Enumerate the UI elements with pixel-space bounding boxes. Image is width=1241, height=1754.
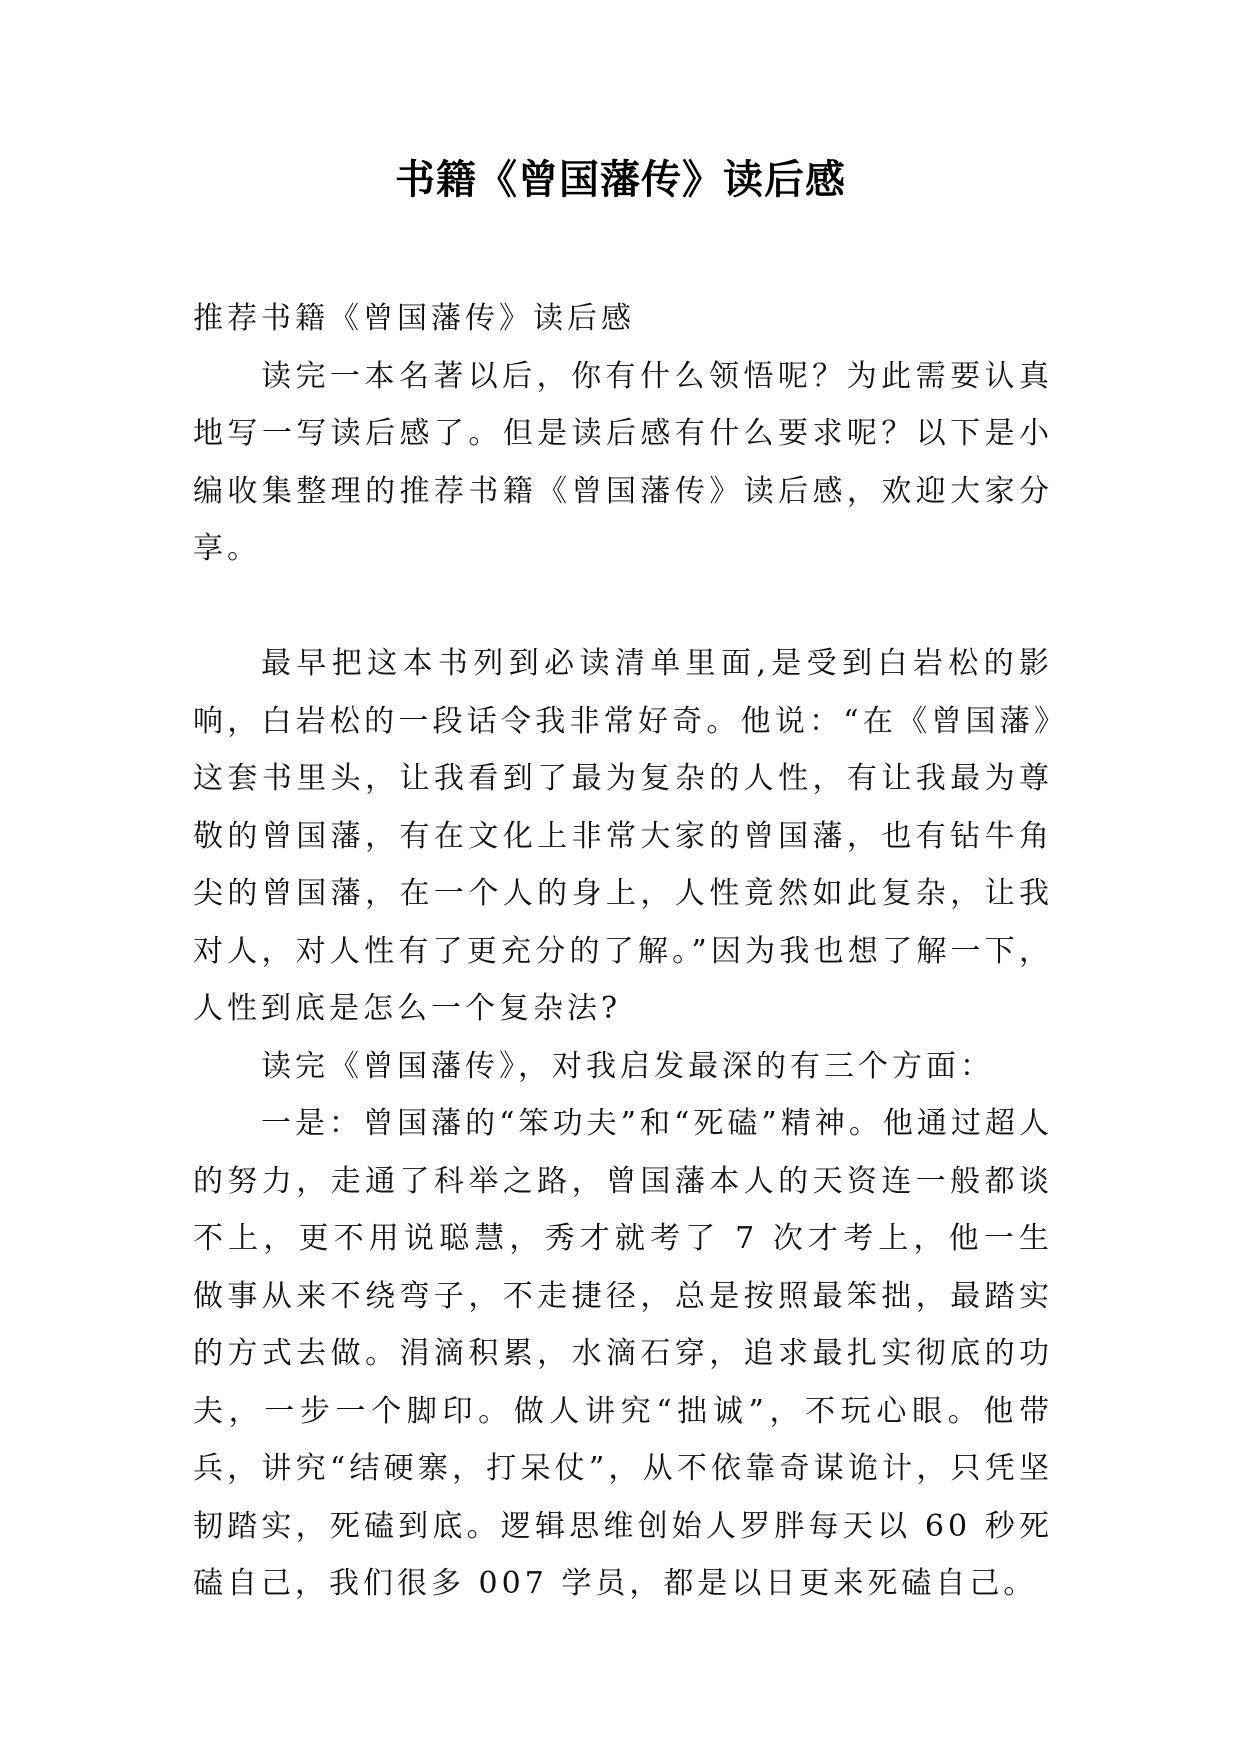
body-paragraph: 一是：曾国藩的“笨功夫”和“死磕”精神。他通过超人的努力，走通了科举之路，曾国藩本人的天资连一般都谈不上，更不用说聪慧，秀才就考了 7 次才考上，他一生做事从来不绕弯子，不走捷径，总是按照最笨拙，最踏实的方式去做。涓滴积累，水滴石穿，追求最扎实彻底的功夫，一步一个脚印。做人讲究“拙诚”，不玩心眼。他带兵，讲究“结硬寨，打呆仗”，从不依靠奇谋诡计，只凭坚韧踏实，死磕到底。逻辑思维创始人罗胖每天以 60 秒死磕自己，我们很多 007 学员，都是以日更来死磕自己。 bbox=[193, 1106, 1053, 1601]
intro-paragraph: 读完一本名著以后，你有什么领悟呢？为此需要认真地写一写读后感了。但是读后感有什么要求呢？以下是小编收集整理的推荐书籍《曾国藩传》读后感，欢迎大家分享。 bbox=[193, 358, 1053, 566]
document-body bbox=[193, 290, 1053, 1613]
body-paragraph: 读完《曾国藩传》，对我启发最深的有三个方面： bbox=[261, 1048, 994, 1084]
paragraph-spacer bbox=[193, 578, 1053, 636]
body-paragraph: 最早把这本书列到必读清单里面,是受到白岩松的影响，白岩松的一段话令我非常好奇。他说：“在《曾国藩》这套书里头，让我看到了最为复杂的人性，有让我最为尊敬的曾国藩，有在文化上非常大家的曾国藩，也有钻牛角尖的曾国藩，在一个人的身上，人性竟然如此复杂，让我对人，对人性有了更充分的了解。”因为我也想了解一下，人性到底是怎么一个复杂法? bbox=[193, 646, 1053, 1026]
subtitle-paragraph: 推荐书籍《曾国藩传》读后感 bbox=[193, 301, 635, 336]
document-title: 书籍《曾国藩传》读后感 bbox=[395, 157, 846, 203]
